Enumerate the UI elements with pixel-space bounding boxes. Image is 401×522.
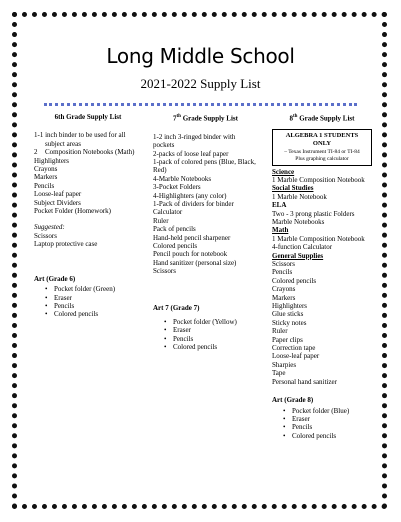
list-item: Two - 3 prong plastic Folders	[272, 209, 355, 218]
list-item: 4-Highlighters (any color)	[153, 191, 227, 200]
list-item: • Eraser	[153, 326, 258, 334]
general-supplies-heading: General Supplies	[272, 251, 324, 260]
list-item: • Pocket folder (Yellow)	[153, 318, 258, 326]
list-item: Pencil pouch for notebook	[153, 250, 228, 259]
algebra-notice-box	[272, 129, 372, 166]
grade7-column	[153, 113, 258, 352]
list-item: Loose-leaf paper	[34, 190, 82, 199]
list-item: Tape	[272, 369, 286, 378]
list-item: Scissors	[34, 231, 57, 240]
grade7-art-title: Art 7 (Grade 7)	[153, 303, 200, 312]
list-item: Ruler	[272, 327, 288, 336]
list-item: Glue sticks	[272, 310, 304, 319]
list-item: Colored pencils	[153, 242, 198, 251]
grade6-column	[34, 113, 142, 319]
list-item: 1-2 inch 3-ringed binder with pockets	[153, 132, 236, 150]
grade6-item-binder: 1-1 inch binder to be used for all subject areas	[34, 131, 126, 148]
list-item: Sticky notes	[272, 318, 307, 327]
list-item: Pocket Folder (Homework)	[34, 207, 111, 216]
grade6-art-list	[34, 285, 142, 319]
list-item: 1-Pack of dividers for binder	[153, 199, 234, 208]
list-item: • Colored pencils	[272, 432, 372, 440]
list-item: Markers	[34, 173, 58, 182]
list-item: Paper clips	[272, 335, 303, 344]
list-item: • Colored pencils	[34, 310, 142, 318]
list-item: 2-packs of loose leaf paper	[153, 149, 229, 158]
list-item: • Pencils	[153, 335, 258, 343]
list-item: Pencils	[272, 268, 293, 277]
list-item: Crayons	[272, 285, 296, 294]
list-item: • Pencils	[272, 423, 372, 431]
list-item: 1-pack of colored pens (Blue, Black, Red)	[153, 157, 256, 175]
algebra-note: – Texas Instrument TI-84 or TI-84	[284, 148, 360, 155]
list-item: Scissors	[272, 260, 295, 269]
list-item: 1 Marble Notebook	[272, 192, 327, 201]
list-item: • Eraser	[272, 415, 372, 423]
list-item: 1 Marble Composition Notebook	[272, 175, 365, 184]
list-item: Scissors	[153, 267, 176, 276]
grade7-title: 7th Grade Supply List	[173, 114, 238, 123]
list-item: Personal hand sanitizer	[272, 377, 337, 386]
list-item: Colored pencils	[272, 276, 317, 285]
math-heading: Math	[272, 226, 289, 235]
grade6-item-composition: 2 Composition Notebooks (Math)	[34, 148, 135, 157]
dotted-divider	[44, 103, 357, 106]
grade7-art-list	[153, 318, 258, 352]
list-item: Hand-held pencil sharpener	[153, 233, 231, 242]
list-item: • Eraser	[34, 294, 142, 302]
supply-list-subtitle: 2021-2022 Supply List	[140, 76, 261, 91]
list-item: Highlighters	[272, 302, 307, 311]
list-item: Calculator	[153, 208, 183, 217]
grade8-art-list	[272, 407, 372, 441]
list-item: • Pocket folder (Blue)	[272, 407, 372, 415]
list-item: • Pencils	[34, 302, 142, 310]
grade8-art-title: Art (Grade 8)	[272, 396, 314, 405]
list-item: 4-Marble Notebooks	[153, 174, 212, 183]
school-title: Long Middle School	[106, 44, 295, 68]
algebra-title: ALGEBRA 1 STUDENTS ONLY	[285, 131, 359, 148]
list-item: Marble Notebooks	[272, 217, 325, 226]
list-item: 4-function Calculator	[272, 243, 333, 252]
list-item: Crayons	[34, 165, 58, 174]
list-item: Subject Dividers	[34, 198, 81, 207]
list-item: Markers	[272, 293, 296, 302]
ela-heading: ELA	[272, 201, 287, 210]
list-item: Sharpies	[272, 360, 297, 369]
list-item: • Pocket folder (Green)	[34, 285, 142, 293]
grade6-art-title: Art (Grade 6)	[34, 274, 76, 283]
grade8-column	[272, 113, 372, 440]
list-item: Ruler	[153, 216, 169, 225]
science-heading: Science	[272, 167, 295, 176]
grade6-title: 6th Grade Supply List	[54, 113, 122, 121]
list-item: Laptop protective case	[34, 240, 98, 249]
list-item: • Colored pencils	[153, 343, 258, 351]
suggested-label: Suggested:	[34, 223, 65, 232]
list-item: 1 Marble Composition Notebook	[272, 234, 365, 243]
list-item: Loose-leaf paper	[272, 352, 320, 361]
list-item: Pack of pencils	[153, 225, 196, 234]
list-item: Highlighters	[34, 156, 69, 165]
list-item: Correction tape	[272, 344, 316, 353]
list-item: Hand sanitizer (personal size)	[153, 258, 237, 267]
list-item: Pencils	[34, 181, 55, 190]
algebra-note: Plus graphing calculator	[295, 155, 349, 162]
social-studies-heading: Social Studies	[272, 184, 314, 193]
list-item: 3-Pocket Folders	[153, 183, 201, 192]
grade8-title: 8th Grade Supply List	[289, 114, 355, 123]
